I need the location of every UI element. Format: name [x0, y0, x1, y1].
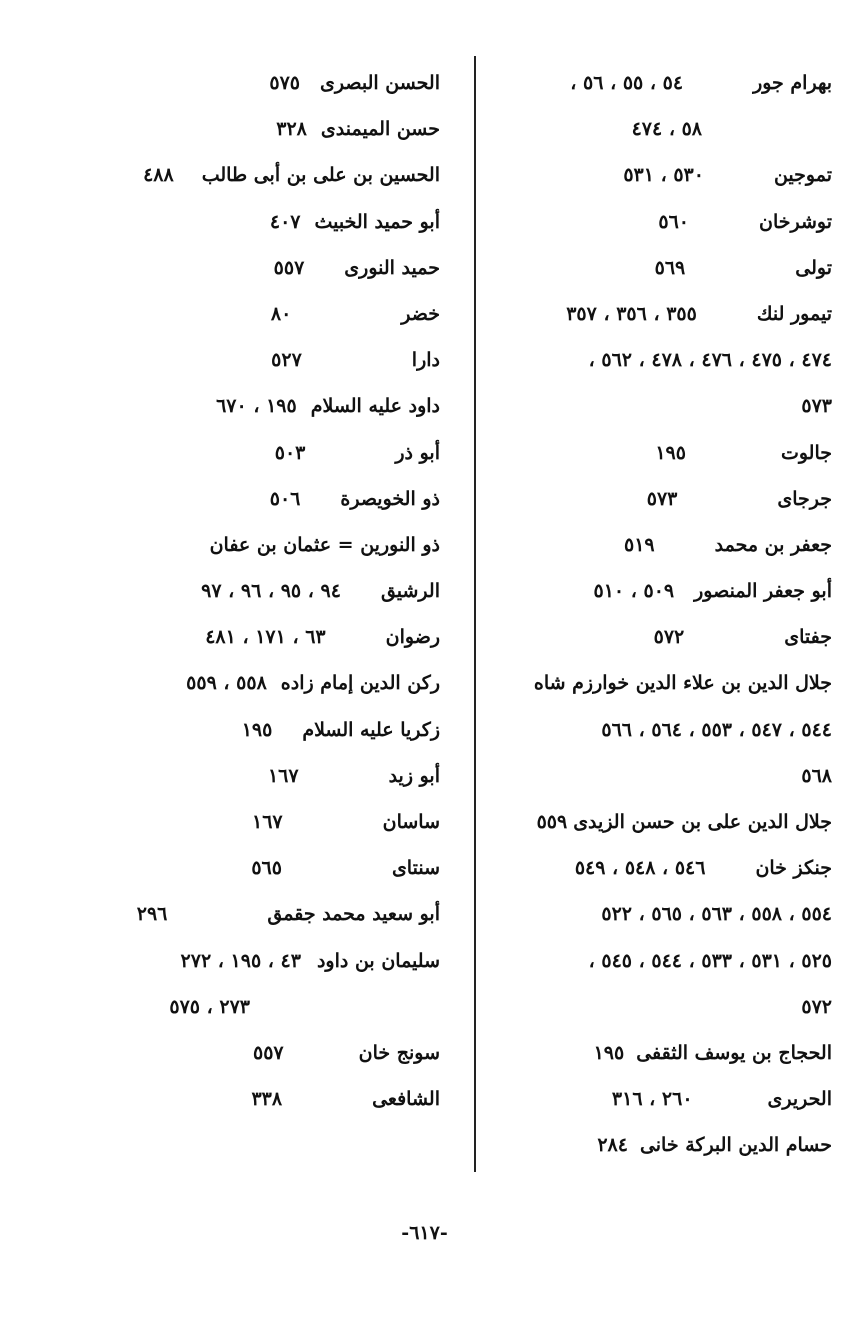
entry-pages: ٥٤ ، ٥٥ ، ٥٦ ، [570, 72, 684, 94]
entry-name: جعفر بن محمد [714, 533, 832, 556]
entry-pages: ٢٦٠ ، ٣١٦ [611, 1088, 693, 1111]
entry-name: الحسن البصرى [320, 72, 440, 94]
index-column-right [494, 60, 832, 1169]
entry-pages: ٤٨٨ [143, 164, 174, 187]
entry-name: سونج خان [358, 1041, 440, 1064]
entry-pages: ٥٠٣ [274, 441, 306, 464]
page-number: -٦١٧- [401, 1222, 448, 1244]
entry-pages: ٥٣٠ ، ٥٣١ [623, 164, 704, 187]
entry-pages: ٥٠٦ [269, 487, 301, 510]
entry-pages: ٥٢٧ [271, 349, 302, 372]
entry-pages: ٥٧٥ [269, 72, 300, 94]
index-entry [494, 199, 832, 245]
entry-pages: ٥٦٠ [658, 210, 689, 233]
entry-pages: ٥٧٢ [801, 995, 832, 1018]
entry-name: تولى [795, 256, 832, 279]
index-entry [494, 1076, 832, 1122]
entry-pages: ١٦٧ [267, 764, 299, 787]
index-entry [118, 984, 440, 1030]
entry-name: جالوت [780, 441, 832, 464]
index-entry [118, 845, 440, 891]
index-entry [118, 614, 440, 660]
entry-pages: ٥٥٧ [273, 256, 305, 279]
entry-name: حسن الميمندى [320, 118, 440, 141]
index-entry [494, 106, 832, 152]
entry-name: جرجاى [777, 487, 832, 510]
index-entry [494, 614, 832, 660]
entry-name: تموجين [773, 164, 832, 187]
index-entry [118, 60, 440, 106]
entry-pages: ١٩٥ [593, 1041, 625, 1064]
index-entry [494, 660, 832, 706]
entry-pages: ٣٢٨ [276, 118, 307, 141]
column-divider [474, 56, 476, 1172]
entry-name: أبو ذر [395, 441, 440, 464]
entry-pages: ٢٩٦ [136, 903, 168, 926]
index-entry [494, 337, 832, 383]
entry-name: ذو الخويصرة [340, 487, 440, 510]
entry-name: جلال الدين بن علاء الدين خوارزم شاه [533, 672, 832, 695]
entry-pages: ٩٤ ، ٩٥ ، ٩٦ ، ٩٧ [201, 580, 341, 603]
entry-name: أبو سعيد محمد جقمق [267, 903, 440, 926]
entry-pages: ١٦٧ [252, 811, 283, 833]
index-entry [494, 1030, 832, 1076]
entry-pages: ١٩٥ [655, 441, 686, 464]
entry-pages: ٤٧٤ ، ٤٧٥ ، ٤٧٦ ، ٤٧٨ ، ٥٦٢ ، [588, 349, 832, 372]
entry-name: ذو النورين = عثمان بن عفان [209, 533, 440, 556]
entry-pages: ٨٠ [270, 302, 292, 325]
entry-name: جنكز خان [755, 857, 832, 880]
index-entry [118, 1030, 440, 1076]
entry-name: الرشيق [380, 580, 440, 603]
index-entry [494, 568, 832, 614]
index-entry [494, 845, 832, 891]
entry-pages: ٣٥٥ ، ٣٥٦ ، ٣٥٧ [566, 302, 697, 325]
entry-name: بهرام جور [753, 72, 832, 94]
entry-pages: ٥٧٢ [653, 626, 685, 649]
entry-pages: ٢٧٣ ، ٥٧٥ [169, 995, 250, 1018]
entry-pages: ٥٥٨ ، ٥٥٩ [186, 672, 267, 695]
entry-pages: ٥٦٥ [251, 857, 282, 880]
entry-pages: ١٩٥ ، ٦٧٠ [216, 395, 297, 418]
index-entry [494, 984, 832, 1030]
entry-pages: ٥٨ ، ٤٧٤ [631, 118, 702, 141]
index-entry [118, 753, 440, 799]
index-entry [118, 707, 440, 753]
entry-name: ساسان [382, 811, 440, 833]
index-entry [118, 1076, 440, 1122]
entry-pages: ٣٣٨ [251, 1088, 283, 1111]
entry-pages: ٥٠٩ ، ٥١٠ [593, 580, 675, 603]
entry-name: دارا [411, 349, 440, 372]
entry-pages: ٥٧٣ [801, 395, 832, 418]
entry-name: جلال الدين على بن حسن الزيدى [573, 811, 832, 833]
index-entry [118, 199, 440, 245]
index-entry [118, 245, 440, 291]
index-entry [494, 291, 832, 337]
entry-name: ركن الدين إمام زاده [280, 672, 440, 695]
entry-name: سليمان بن داود [316, 949, 440, 972]
index-entry [118, 568, 440, 614]
entry-name: الحجاج بن يوسف الثقفى [636, 1041, 832, 1064]
entry-name: توشرخان [759, 210, 832, 233]
index-entry [494, 522, 832, 568]
entry-name: أبو جعفر المنصور [694, 580, 832, 603]
index-entry [494, 60, 832, 106]
entry-pages: ٦٣ ، ١٧١ ، ٤٨١ [205, 626, 326, 649]
index-entry [118, 152, 440, 198]
index-column-left [118, 60, 440, 1122]
entry-pages: ٥٧٣ [646, 487, 678, 510]
index-entry [118, 799, 440, 845]
index-entry [118, 938, 440, 984]
index-entry [494, 152, 832, 198]
entry-pages: ٥٤٦ ، ٥٤٨ ، ٥٤٩ [574, 857, 706, 880]
entry-name: زكريا عليه السلام [302, 718, 440, 741]
entry-pages: ٥٥٩ [536, 811, 568, 833]
index-entry [118, 106, 440, 152]
entry-name: خضر [401, 302, 440, 325]
index-entry [494, 799, 832, 845]
entry-name: أبو حميد الخبيث [314, 210, 440, 233]
index-entry [118, 522, 440, 568]
index-entry [494, 245, 832, 291]
index-entry [118, 337, 440, 383]
entry-pages: ٥١٩ [623, 533, 655, 556]
index-entry [118, 891, 440, 937]
entry-name: جفتاى [784, 626, 832, 649]
index-entry [494, 383, 832, 429]
entry-name: رضوان [385, 626, 440, 649]
index-entry [494, 753, 832, 799]
index-entry [494, 476, 832, 522]
index-entry [118, 291, 440, 337]
entry-pages: ٥٤٤ ، ٥٤٧ ، ٥٥٣ ، ٥٦٤ ، ٥٦٦ [601, 718, 832, 741]
index-entry [118, 430, 440, 476]
entry-name: سنتاى [391, 857, 440, 880]
entry-pages: ٥٢٥ ، ٥٣١ ، ٥٣٣ ، ٥٤٤ ، ٥٤٥ ، [588, 949, 832, 972]
index-entry [118, 476, 440, 522]
entry-pages: ٤٠٧ [269, 210, 301, 233]
entry-name: الحسين بن على بن أبى طالب [201, 164, 440, 187]
entry-pages: ٢٨٤ [597, 1134, 628, 1157]
index-entry [494, 430, 832, 476]
entry-pages: ١٩٥ [241, 718, 273, 741]
entry-pages: ٥٥٧ [252, 1041, 284, 1064]
index-entry [118, 383, 440, 429]
index-entry [118, 660, 440, 706]
entry-name: الحريرى [767, 1088, 832, 1111]
index-entry [494, 707, 832, 753]
entry-name: داود عليه السلام [310, 395, 440, 418]
index-entry [494, 891, 832, 937]
entry-pages: ٤٣ ، ١٩٥ ، ٢٧٢ [180, 949, 301, 972]
entry-name: أبو زيد [388, 764, 440, 787]
entry-name: حميد النورى [344, 256, 440, 279]
entry-pages: ٥٦٨ [801, 764, 832, 787]
entry-pages: ٥٦٩ [654, 256, 686, 279]
entry-name: حسام الدين البركة خانى [639, 1134, 832, 1157]
index-entry [494, 938, 832, 984]
entry-name: تيمور لنك [756, 302, 832, 325]
index-entry [494, 1122, 832, 1168]
entry-pages: ٥٥٤ ، ٥٥٨ ، ٥٦٣ ، ٥٦٥ ، ٥٢٢ [601, 903, 832, 926]
entry-name: الشافعى [372, 1088, 440, 1111]
